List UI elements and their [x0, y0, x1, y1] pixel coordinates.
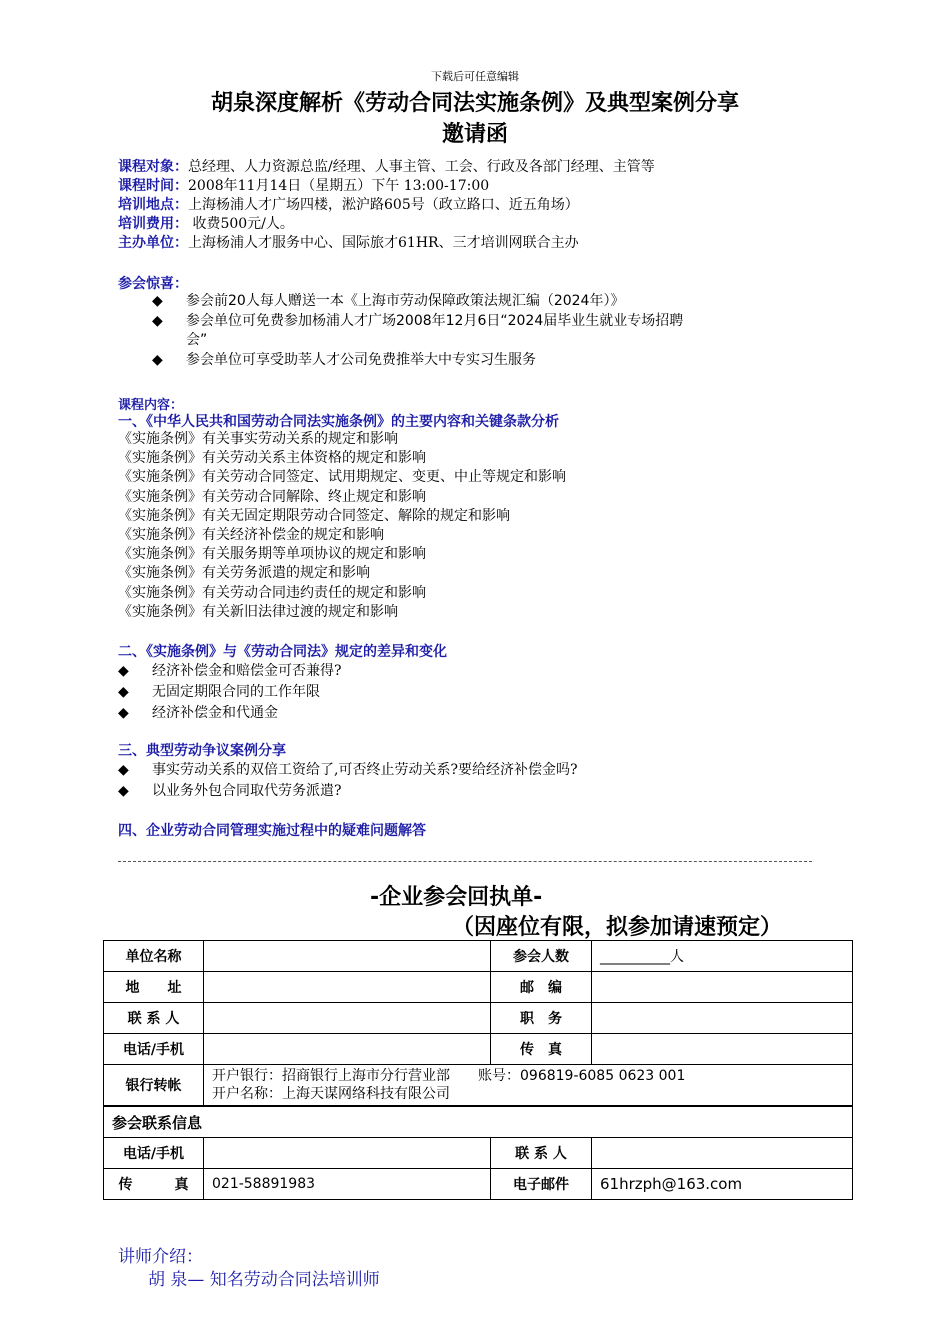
postcode-field[interactable]	[592, 972, 853, 1003]
unit-name-label: 单位名称	[104, 941, 204, 972]
fax-field[interactable]	[592, 1034, 853, 1065]
info-row-fee: 培训费用： 收费500元/人。	[118, 216, 294, 232]
attendees-field[interactable]: __________人	[592, 941, 853, 972]
lecturer-label: 讲师介绍：	[118, 1247, 203, 1267]
section-1-heading: 一、《中华人民共和国劳动合同法实施条例》的主要内容和关键条款分析	[118, 414, 559, 430]
content-label: 课程内容：	[118, 398, 184, 413]
list-item: 《实施条例》有关劳动关系主体资格的规定和影响	[118, 450, 426, 467]
list-item: 《实施条例》有关劳动合同解除、终止规定和影响	[118, 488, 426, 505]
diamond-bullet-icon: ◆	[152, 351, 163, 368]
position-label: 职 务	[491, 1003, 592, 1034]
list-item: ◆ 经济补偿金和代通金	[118, 703, 342, 724]
table-row	[104, 1169, 853, 1200]
table-row	[104, 1065, 853, 1107]
info-row-organizer: 主办单位：上海杨浦人才服务中心、国际旅才61HR、三才培训网联合主办	[118, 235, 579, 251]
list-item: 《实施条例》有关劳动合同违约责任的规定和影响	[118, 584, 426, 601]
receipt-title: -企业参会回执单-	[370, 885, 543, 910]
table-row	[104, 1003, 853, 1034]
list-item: ◆ 参会单位可享受助莘人才公司免费推举大中专实习生服务	[152, 351, 852, 371]
dashed-divider	[118, 861, 812, 862]
info-row-location: 培训地点：上海杨浦人才广场四楼，淞沪路605号（政立路口、近五角场）	[118, 197, 579, 213]
position-field[interactable]	[592, 1003, 853, 1034]
info-row-time: 课程时间：2008年11月14日（星期五）下午 13:00-17:00	[118, 178, 490, 194]
phone2-label: 电话/手机	[104, 1138, 204, 1169]
bank-line-2: 开户名称：上海天谋网络科技有限公司	[212, 1086, 450, 1102]
page-subtitle: 邀请函	[441, 122, 508, 147]
email-label: 电子邮件	[491, 1169, 592, 1200]
diamond-bullet-icon: ◆	[118, 762, 129, 778]
phone2-field[interactable]	[204, 1138, 491, 1169]
address-field[interactable]	[204, 972, 491, 1003]
email-value[interactable]: 61hrzph@163.com	[592, 1169, 853, 1200]
bank-info	[204, 1065, 853, 1107]
contact-field[interactable]	[204, 1003, 491, 1034]
section-4-heading: 四、企业劳动合同管理实施过程中的疑难问题解答	[118, 823, 426, 839]
course-info	[118, 158, 655, 253]
section-3-list	[118, 760, 577, 802]
meeting-contact-info: 参会联系信息	[104, 1106, 853, 1138]
fax2-value: 021-58891983	[204, 1169, 491, 1200]
table-row	[104, 972, 853, 1003]
table-row	[104, 941, 853, 972]
diamond-bullet-icon: ◆	[152, 293, 163, 309]
phone-field[interactable]	[204, 1034, 491, 1065]
list-item: 《实施条例》有关劳动合同签定、试用期规定、变更、中止等规定和影响	[118, 469, 566, 486]
diamond-bullet-icon: ◆	[118, 684, 129, 700]
list-item: 《实施条例》有关经济补偿金的规定和影响	[118, 527, 384, 544]
surprise-label: 参会惊喜：	[118, 276, 188, 292]
diamond-bullet-icon: ◆	[152, 312, 163, 329]
list-item: ◆ 参会前20人每人赠送一本《上海市劳动保障政策法规汇编（2024年）》	[152, 292, 852, 312]
list-item-cont: 会”	[186, 332, 208, 348]
unit-name-field[interactable]	[204, 941, 491, 972]
attendees-label: 参会人数	[491, 941, 592, 972]
list-item: ◆ 以业务外包合同取代劳务派遣?	[118, 781, 577, 802]
list-item: 《实施条例》有关无固定期限劳动合同签定、解除的规定和影响	[118, 507, 510, 524]
list-item: ◆ 经济补偿金和赔偿金可否兼得?	[118, 661, 342, 682]
postcode-label: 邮 编	[491, 972, 592, 1003]
bank-line-1: 开户银行：招商银行上海市分行营业部 账号：096819-6085 0623 001	[212, 1068, 686, 1084]
list-item: 《实施条例》有关劳务派遣的规定和影响	[118, 565, 370, 582]
list-item: 《实施条例》有关事实劳动关系的规定和影响	[118, 431, 398, 447]
table-row	[104, 1138, 853, 1169]
lecturer-line: 胡 泉— 知名劳动合同法培训师	[148, 1270, 380, 1290]
list-item: 《实施条例》有关服务期等单项协议的规定和影响	[118, 546, 426, 563]
table-row	[104, 1106, 853, 1138]
fax-label: 传 真	[491, 1034, 592, 1065]
contact2-field[interactable]	[592, 1138, 853, 1169]
list-item: ◆ 参会单位可免费参加杨浦人才广场2008年12月6日“2024届毕业生就业专场招聘	[152, 312, 852, 332]
page-title: 胡泉深度解析《劳动合同法实施条例》及典型案例分享	[210, 91, 739, 116]
diamond-bullet-icon: ◆	[118, 663, 129, 679]
diamond-bullet-icon: ◆	[118, 783, 129, 799]
list-item: 《实施条例》有关新旧法律过渡的规定和影响	[118, 603, 398, 620]
surprise-list	[152, 292, 852, 370]
info-row-audience: 课程对象：总经理、人力资源总监/经理、人事主管、工会、行政及各部门经理、主管等	[118, 159, 655, 175]
list-item: ◆ 事实劳动关系的双倍工资给了,可否终止劳动关系?要给经济补偿金吗?	[118, 760, 577, 781]
receipt-form	[103, 940, 853, 1200]
section-2-list	[118, 661, 342, 724]
fax2-label: 传 真	[104, 1169, 204, 1200]
top-note: 下载后可任意编辑	[431, 70, 519, 83]
section-1-list	[118, 430, 566, 622]
section-3-heading: 三、典型劳动争议案例分享	[118, 743, 286, 759]
phone-label: 电话/手机	[104, 1034, 204, 1065]
diamond-bullet-icon: ◆	[118, 705, 129, 721]
list-item: ◆ 无固定期限合同的工作年限	[118, 682, 342, 703]
table-row	[104, 1034, 853, 1065]
section-2-heading: 二、《实施条例》与《劳动合同法》规定的差异和变化	[118, 644, 447, 660]
contact2-label: 联 系 人	[491, 1138, 592, 1169]
contact-label: 联 系 人	[104, 1003, 204, 1034]
bank-label: 银行转帐	[104, 1065, 204, 1107]
address-label: 地 址	[104, 972, 204, 1003]
receipt-subtitle: （因座位有限，拟参加请速预定）	[452, 915, 783, 940]
